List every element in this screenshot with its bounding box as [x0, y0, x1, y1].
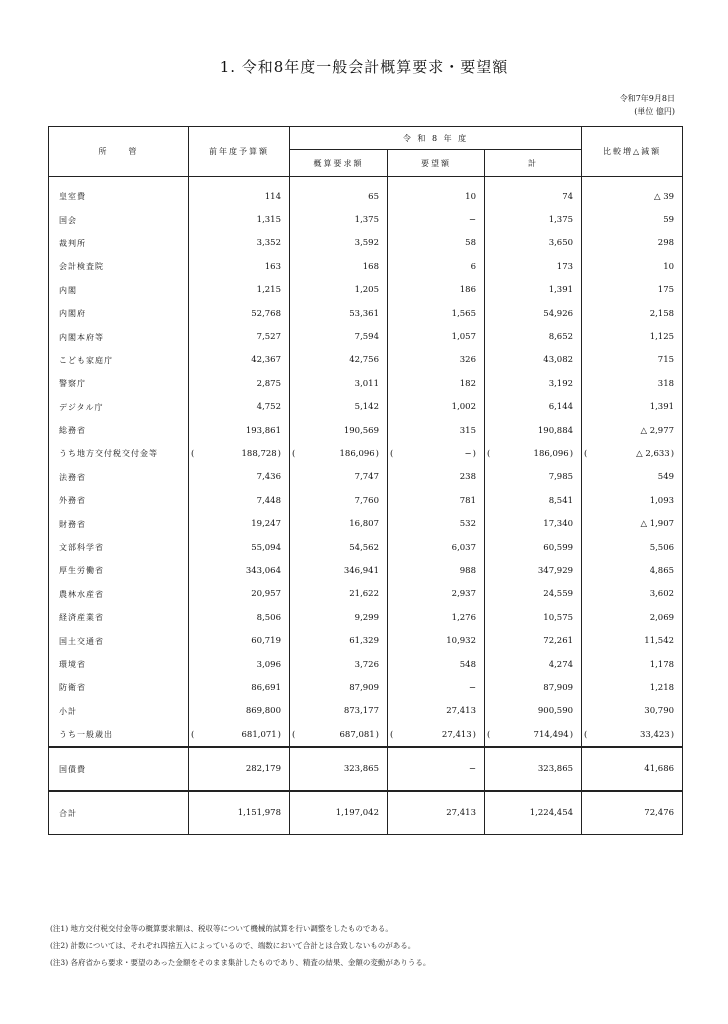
cell-total: 54,926 [485, 302, 582, 325]
table-row [49, 232, 683, 255]
cell-req [290, 442, 388, 465]
cell-req: 7,747 [290, 466, 388, 489]
cell-diff [582, 723, 683, 747]
cell-total: 1,375 [485, 208, 582, 231]
cell-value: 27,413 [441, 729, 472, 740]
close-paren: ) [472, 448, 476, 459]
cell-prev: 7,436 [189, 466, 290, 489]
close-paren: ) [670, 729, 675, 740]
row-label: デジタル庁 [49, 396, 189, 419]
cell-req: 1,375 [290, 208, 388, 231]
cell-total: 323,865 [485, 747, 582, 791]
notes [50, 920, 430, 971]
cell-req: 61,329 [290, 629, 388, 652]
header-request: 概算要求額 [290, 150, 388, 177]
row-label: 文部科学省 [49, 536, 189, 559]
cell-req: 5,142 [290, 396, 388, 419]
row-label: 皇室費 [49, 185, 189, 208]
cell-req: 16,807 [290, 512, 388, 535]
header-ministry: 所 管 [49, 127, 189, 177]
cell-diff: △ 2,977 [582, 419, 683, 442]
open-paren: ( [292, 448, 296, 459]
cell-hope: 58 [388, 232, 485, 255]
cell-hope [388, 442, 485, 465]
cell-total: 1,224,454 [485, 791, 582, 835]
date-text: 令和7年9月8日 [619, 94, 675, 103]
cell-value: 714,494 [533, 729, 569, 740]
cell-prev [189, 723, 290, 747]
cell-prev: 1,315 [189, 208, 290, 231]
cell-diff: 298 [582, 232, 683, 255]
header-fy-group: 令 和 8 年 度 [290, 127, 582, 150]
row-label: 内閣本府等 [49, 325, 189, 348]
cell-value: 186,096 [533, 448, 569, 459]
open-paren: ( [292, 729, 296, 740]
row-label: 総務省 [49, 419, 189, 442]
cell-prev [189, 442, 290, 465]
table-row [49, 185, 683, 208]
cell-diff: 549 [582, 466, 683, 489]
cell-hope: 6 [388, 255, 485, 278]
cell-hope: − [388, 747, 485, 791]
cell-req: 53,361 [290, 302, 388, 325]
cell-diff: 318 [582, 372, 683, 395]
open-paren: ( [390, 729, 394, 740]
row-label: 財務省 [49, 512, 189, 535]
cell-hope: 186 [388, 279, 485, 302]
cell-hope: 1,002 [388, 396, 485, 419]
cell-diff: 1,391 [582, 396, 683, 419]
table-row [49, 466, 683, 489]
cell-req: 3,726 [290, 653, 388, 676]
date-block [620, 92, 675, 118]
row-label: うち一般歳出 [49, 723, 189, 747]
cell-total: 1,391 [485, 279, 582, 302]
cell-diff: 1,218 [582, 676, 683, 699]
table-row [49, 372, 683, 395]
open-paren: ( [584, 729, 588, 740]
row-label: こども家庭庁 [49, 349, 189, 372]
row-label: うち地方交付税交付金等 [49, 442, 189, 465]
cell-diff: 715 [582, 349, 683, 372]
cell-total: 8,652 [485, 325, 582, 348]
header-diff: 比較増△減額 [582, 127, 683, 177]
close-paren: ) [670, 448, 675, 459]
cell-hope: 326 [388, 349, 485, 372]
cell-prev: 19,247 [189, 512, 290, 535]
row-label: 小計 [49, 700, 189, 723]
cell-total: 7,985 [485, 466, 582, 489]
close-paren: ) [277, 448, 281, 459]
cell-total: 10,575 [485, 606, 582, 629]
table-row [49, 349, 683, 372]
cell-diff: 5,506 [582, 536, 683, 559]
row-label: 内閣府 [49, 302, 189, 325]
row-label: 農林水産省 [49, 583, 189, 606]
row-label: 環境省 [49, 653, 189, 676]
table-body [49, 177, 683, 835]
cell-value: 186,096 [339, 448, 375, 459]
cell-hope: 182 [388, 372, 485, 395]
cell-req: 1,205 [290, 279, 388, 302]
table-row [49, 208, 683, 231]
cell-diff: 41,686 [582, 747, 683, 791]
cell-prev: 114 [189, 185, 290, 208]
open-paren: ( [191, 729, 195, 740]
cell-diff: 10 [582, 255, 683, 278]
cell-total: 4,274 [485, 653, 582, 676]
cell-prev: 869,800 [189, 700, 290, 723]
table-row [49, 279, 683, 302]
cell-prev: 3,096 [189, 653, 290, 676]
cell-prev: 86,691 [189, 676, 290, 699]
cell-value: 687,081 [339, 729, 375, 740]
cell-hope: 532 [388, 512, 485, 535]
cell-prev: 3,352 [189, 232, 290, 255]
cell-prev: 7,527 [189, 325, 290, 348]
row-label: 合計 [49, 791, 189, 835]
table-row [49, 747, 683, 791]
cell-diff: 1,093 [582, 489, 683, 512]
cell-total: 8,541 [485, 489, 582, 512]
cell-total [485, 442, 582, 465]
cell-prev: 8,506 [189, 606, 290, 629]
cell-prev: 20,957 [189, 583, 290, 606]
row-label: 国土交通省 [49, 629, 189, 652]
open-paren: ( [487, 448, 491, 459]
row-label: 内閣 [49, 279, 189, 302]
row-label: 厚生労働省 [49, 559, 189, 582]
close-paren: ) [375, 729, 379, 740]
table-row [49, 489, 683, 512]
cell-req: 65 [290, 185, 388, 208]
cell-req: 168 [290, 255, 388, 278]
cell-diff: 30,790 [582, 700, 683, 723]
cell-total: 900,590 [485, 700, 582, 723]
cell-hope: 238 [388, 466, 485, 489]
cell-total: 87,909 [485, 676, 582, 699]
cell-total: 6,144 [485, 396, 582, 419]
open-paren: ( [487, 729, 491, 740]
cell-req: 346,941 [290, 559, 388, 582]
row-label: 裁判所 [49, 232, 189, 255]
header-total: 計 [485, 150, 582, 177]
table-row [49, 606, 683, 629]
cell-diff: △ 1,907 [582, 512, 683, 535]
table-row [49, 325, 683, 348]
cell-req: 323,865 [290, 747, 388, 791]
cell-diff: 3,602 [582, 583, 683, 606]
cell-hope: 6,037 [388, 536, 485, 559]
cell-total: 24,559 [485, 583, 582, 606]
cell-hope: 2,937 [388, 583, 485, 606]
cell-hope: 1,565 [388, 302, 485, 325]
cell-total: 43,082 [485, 349, 582, 372]
page-title: 1. 令和8年度一般会計概算要求・要望額 [219, 58, 509, 76]
cell-hope: 988 [388, 559, 485, 582]
row-label: 防衛省 [49, 676, 189, 699]
cell-prev: 2,875 [189, 372, 290, 395]
cell-hope: 10 [388, 185, 485, 208]
close-paren: ) [569, 729, 574, 740]
cell-total [485, 723, 582, 747]
table-row [49, 559, 683, 582]
cell-diff: 175 [582, 279, 683, 302]
cell-hope: 315 [388, 419, 485, 442]
cell-prev: 282,179 [189, 747, 290, 791]
cell-total: 17,340 [485, 512, 582, 535]
close-paren: ) [472, 729, 476, 740]
table-row [49, 419, 683, 442]
cell-total: 3,192 [485, 372, 582, 395]
cell-diff: 2,069 [582, 606, 683, 629]
cell-req: 873,177 [290, 700, 388, 723]
cell-req: 3,011 [290, 372, 388, 395]
unit-text: (単位 億円) [634, 107, 675, 116]
note-2: (注2) 計数については、それぞれ四捨五入によっているので、端数において合計とは合致しないものがある。 [50, 941, 416, 950]
cell-req: 42,756 [290, 349, 388, 372]
cell-total: 347,929 [485, 559, 582, 582]
row-label: 国会 [49, 208, 189, 231]
cell-value: 33,423 [639, 729, 670, 740]
cell-prev: 343,064 [189, 559, 290, 582]
open-paren: ( [390, 448, 394, 459]
note-1: (注1) 地方交付税交付金等の概算要求額は、税収等について機械的試算を行い調整をしたものである。 [50, 924, 393, 933]
table-row [49, 653, 683, 676]
cell-total: 190,884 [485, 419, 582, 442]
row-label: 国債費 [49, 747, 189, 791]
table-row [49, 396, 683, 419]
row-label: 会計検査院 [49, 255, 189, 278]
table-row [49, 700, 683, 723]
table-row [49, 512, 683, 535]
cell-diff: 1,178 [582, 653, 683, 676]
cell-prev: 52,768 [189, 302, 290, 325]
header-hope: 要望額 [388, 150, 485, 177]
cell-req [290, 723, 388, 747]
cell-diff: 2,158 [582, 302, 683, 325]
cell-req: 1,197,042 [290, 791, 388, 835]
row-label: 外務省 [49, 489, 189, 512]
cell-diff: 11,542 [582, 629, 683, 652]
cell-prev: 55,094 [189, 536, 290, 559]
table-row [49, 255, 683, 278]
cell-hope: 548 [388, 653, 485, 676]
cell-diff [582, 442, 683, 465]
table-row [49, 791, 683, 835]
cell-hope: 27,413 [388, 791, 485, 835]
table-row [49, 302, 683, 325]
open-paren: ( [191, 448, 195, 459]
cell-prev: 1,215 [189, 279, 290, 302]
cell-hope: 1,276 [388, 606, 485, 629]
cell-prev: 60,719 [189, 629, 290, 652]
note-3: (注3) 各府省から要求・要望のあった金額をそのまま集計したものであり、精査の結果、金額の変動がありうる。 [50, 958, 431, 967]
cell-prev: 163 [189, 255, 290, 278]
cell-req: 21,622 [290, 583, 388, 606]
cell-req: 54,562 [290, 536, 388, 559]
cell-hope: − [388, 208, 485, 231]
cell-diff: △ 39 [582, 185, 683, 208]
cell-prev: 193,861 [189, 419, 290, 442]
cell-value: 681,071 [241, 729, 277, 740]
cell-diff: 1,125 [582, 325, 683, 348]
table-row [49, 583, 683, 606]
open-paren: ( [584, 448, 588, 459]
cell-total: 60,599 [485, 536, 582, 559]
cell-hope [388, 723, 485, 747]
row-label: 経済産業省 [49, 606, 189, 629]
cell-hope: − [388, 676, 485, 699]
header-prev-budget: 前年度予算額 [189, 127, 290, 177]
cell-req: 87,909 [290, 676, 388, 699]
cell-prev: 7,448 [189, 489, 290, 512]
cell-hope: 781 [388, 489, 485, 512]
table-row [49, 536, 683, 559]
table-row [49, 676, 683, 699]
cell-hope: 10,932 [388, 629, 485, 652]
table-row [49, 629, 683, 652]
cell-value: 188,728 [241, 448, 277, 459]
cell-total: 74 [485, 185, 582, 208]
close-paren: ) [277, 729, 281, 740]
cell-prev: 4,752 [189, 396, 290, 419]
cell-hope: 1,057 [388, 325, 485, 348]
close-paren: ) [569, 448, 574, 459]
cell-total: 3,650 [485, 232, 582, 255]
cell-total: 173 [485, 255, 582, 278]
budget-table [48, 126, 683, 835]
cell-req: 7,594 [290, 325, 388, 348]
cell-prev: 42,367 [189, 349, 290, 372]
table-row [49, 442, 683, 465]
cell-hope: 27,413 [388, 700, 485, 723]
cell-diff: 72,476 [582, 791, 683, 835]
cell-value: △ 2,633 [636, 448, 670, 459]
cell-prev: 1,151,978 [189, 791, 290, 835]
cell-req: 190,569 [290, 419, 388, 442]
cell-value: − [464, 448, 472, 459]
cell-diff: 59 [582, 208, 683, 231]
row-label: 法務省 [49, 466, 189, 489]
cell-req: 7,760 [290, 489, 388, 512]
cell-req: 9,299 [290, 606, 388, 629]
cell-diff: 4,865 [582, 559, 683, 582]
close-paren: ) [375, 448, 379, 459]
cell-req: 3,592 [290, 232, 388, 255]
cell-total: 72,261 [485, 629, 582, 652]
row-label: 警察庁 [49, 372, 189, 395]
table-row [49, 723, 683, 747]
